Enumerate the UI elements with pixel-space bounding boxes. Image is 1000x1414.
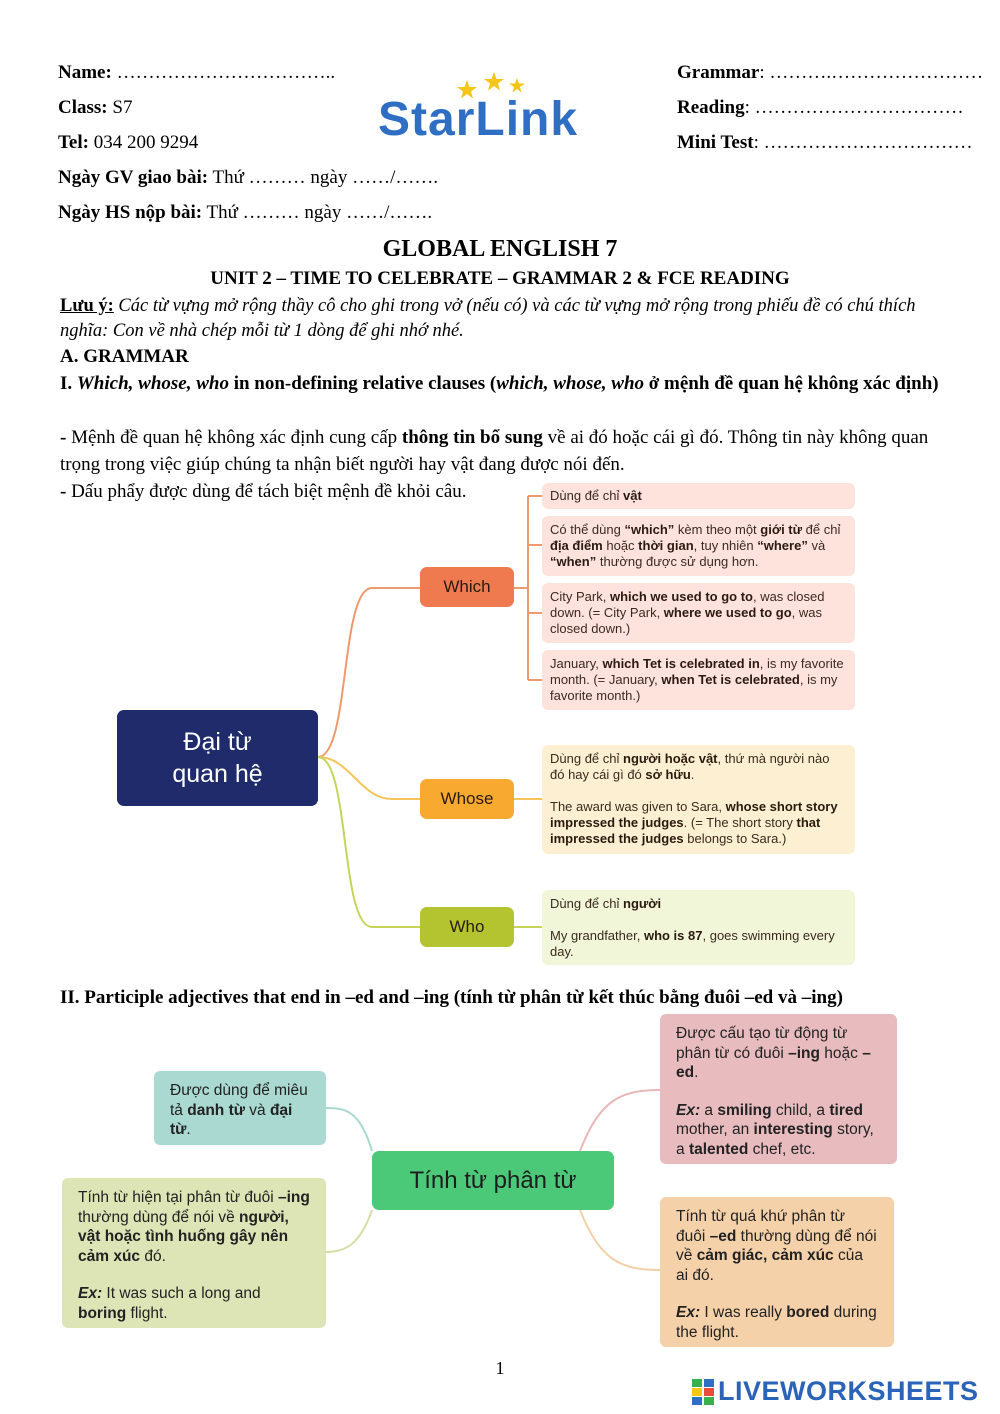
section-ii-heading: II. Participle adjectives that end in –ed and –ing (tính từ phân từ kết thúc bằng đuôi –ed và –ing): [60, 987, 843, 1008]
grammar-score: Grammar: ……….……………………: [677, 62, 984, 83]
who-box: Dùng để chỉ người My grandfather, who is 87, goes swimming every day.: [542, 890, 855, 965]
which-box-3: City Park, which we used to go to, was closed down. (= City Park, where we used to go, was closed down.): [542, 583, 855, 643]
note: Lưu ý: Các từ vựng mở rộng thầy cô cho ghi trong vở (nếu có) và các từ vựng mở rộng trong phiếu đề có chú thích nghĩa: Con về nhà chép mỗi từ 1 dòng để ghi nhớ nhé.: [60, 296, 916, 341]
ing-adjective-box: Tính từ hiện tại phân từ đuôi –ing thường dùng để nói về người, vật hoặc tình huống gây nên cảm xúc đó. Ex: It was such a long and boring flight.: [62, 1178, 326, 1328]
minitest-score: Mini Test: ……………………………: [677, 132, 973, 153]
who-node: Who: [420, 907, 514, 947]
class-line: Class: S7: [58, 97, 133, 118]
ed-adjective-box: Tính từ quá khứ phân từ đuôi –ed thường dùng để nói về cảm giác, cảm xúc của ai đó. Ex: I was really bored during the flight.: [660, 1197, 894, 1347]
watermark-text: LIVEWORKSHEETS: [718, 1376, 979, 1406]
section-a-heading: A. GRAMMAR: [60, 346, 189, 367]
page-title: GLOBAL ENGLISH 7: [382, 236, 618, 262]
liveworksheets-logo-icon: [692, 1379, 714, 1405]
which-box-1: Dùng để chỉ vật: [542, 483, 855, 509]
formation-box: Được cấu tạo từ động từ phân từ có đuôi –ing hoặc –ed. Ex: a smiling child, a tired mother, an interesting story, a talented chef, etc.: [660, 1014, 897, 1164]
which-box-2: Có thể dùng “which” kèm theo một giới từ để chỉ địa điểm hoặc thời gian, tuy nhiên “where” và “when” thường được sử dụng hơn.: [542, 516, 855, 576]
section-i-heading: I. Which, whose, who in non-defining relative clauses (which, whose, who ở mệnh đề quan hệ không xác định): [60, 373, 939, 394]
liveworksheets-watermark: [692, 1376, 992, 1408]
relative-pronouns-root-node: Đại từ quan hệ: [117, 710, 318, 806]
whose-node: Whose: [420, 779, 514, 819]
page-subtitle: UNIT 2 – TIME TO CELEBRATE – GRAMMAR 2 & FCE READING: [210, 268, 790, 289]
which-box-4: January, which Tet is celebrated in, is my favorite month. (= January, when Tet is celebrated, is my favorite month.): [542, 650, 855, 710]
participle-usage-box: Được dùng để miêu tả danh từ và đại từ.: [154, 1071, 326, 1145]
teacher-date-line: Ngày GV giao bài: Thứ ……… ngày ……/…….: [58, 167, 439, 188]
tel-line: Tel: 034 200 9294: [58, 132, 199, 153]
student-date-line: Ngày HS nộp bài: Thứ ……… ngày ……/…….: [58, 202, 433, 223]
logo-text: StarLink: [378, 93, 579, 146]
which-node: Which: [420, 567, 514, 607]
name-line: Name: ……………………………..: [58, 62, 336, 83]
whose-box: Dùng để chỉ người hoặc vật, thứ mà người nào đó hay cái gì đó sở hữu. The award was given to Sara, whose short story impressed the judges. (= The short story that impressed the judges belongs to Sara.): [542, 745, 855, 854]
reading-score: Reading: ……………………………: [677, 97, 964, 118]
participle-adjectives-root-node: Tính từ phân từ: [372, 1151, 614, 1210]
bullet-2: - Dấu phẩy được dùng để tách biệt mệnh đề khỏi câu.: [60, 481, 467, 502]
page-number: 1: [495, 1358, 505, 1378]
bullet-1: - Mệnh đề quan hệ không xác định cung cấp thông tin bổ sung về ai đó hoặc cái gì đó. Thông tin này không quan trọng trong việc giúp chúng ta nhận biết người hay vật đang được nói đến.: [60, 427, 929, 475]
